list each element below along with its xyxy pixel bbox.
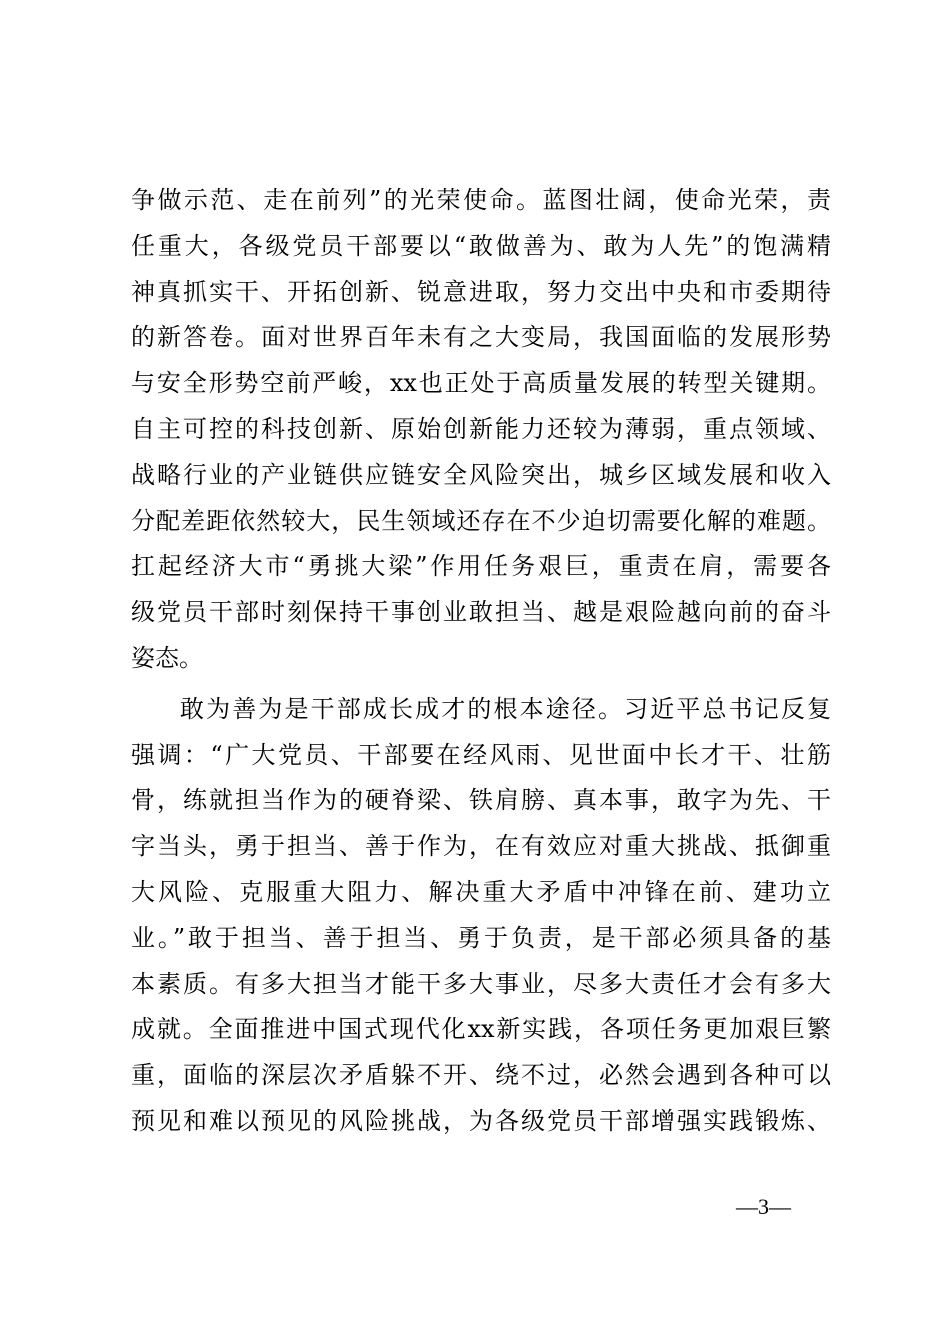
text-line: 分配差距依然较大，民生领域还存在不少迫切需要化解的难题。 xyxy=(131,506,831,535)
text-line: 本素质。有多大担当才能干多大事业，尽多大责任才会有多大 xyxy=(131,969,831,998)
text-line: 姿态。 xyxy=(131,643,203,672)
text-line: 骨，练就担当作为的硬脊梁、铁肩膀、真本事，敢字为先、干 xyxy=(131,786,831,815)
text-line: 大风险、克服重大阻力、解决重大矛盾中冲锋在前、建功立 xyxy=(131,877,831,906)
text-line: 与安全形势空前严峻，xx也正处于高质量发展的转型关键期。 xyxy=(131,369,831,398)
text-line: 自主可控的科技创新、原始创新能力还较为薄弱，重点领域、 xyxy=(131,414,831,443)
text-line: 字当头，勇于担当、善于作为，在有效应对重大挑战、抵御重 xyxy=(131,832,831,861)
text-line: 争做示范、走在前列”的光荣使命。蓝图壮阔，使命光荣，责 xyxy=(131,186,831,214)
body-text xyxy=(131,178,831,1145)
text-line: 神真抓实干、开拓创新、锐意进取，努力交出中央和市委期待 xyxy=(131,277,831,306)
text-line: 战略行业的产业链供应链安全风险突出，城乡区域发展和收入 xyxy=(131,460,831,489)
text-line: 扛起经济大市“勇挑大梁”作用任务艰巨，重责在肩，需要各 xyxy=(131,552,831,581)
paragraph-2 xyxy=(131,687,831,1145)
text-line: 预见和难以预见的风险挑战，为各级党员干部增强实践锻炼、 xyxy=(131,1106,831,1135)
paragraph-1 xyxy=(131,178,831,682)
text-line: 级党员干部时刻保持干事创业敢担当、越是艰险越向前的奋斗 xyxy=(131,598,831,627)
text-line: 的新答卷。面对世界百年未有之大变局，我国面临的发展形势 xyxy=(131,323,831,352)
text-line: 敢为善为是干部成长成才的根本途径。习近平总书记反复 xyxy=(180,694,831,723)
text-line: 成就。全面推进中国式现代化xx新实践，各项任务更加艰巨繁 xyxy=(131,1015,831,1044)
text-line: 强调：“广大党员、干部要在经风雨、见世面中长才干、壮筋 xyxy=(131,740,831,769)
page-number: —3— xyxy=(736,1194,791,1219)
text-line: 任重大，各级党员干部要以“敢做善为、敢为人先”的饱满精 xyxy=(131,231,831,260)
text-line: 重，面临的深层次矛盾躲不开、绕不过，必然会遇到各种可以 xyxy=(131,1061,831,1090)
text-line: 业。”敢于担当、善于担当、勇于负责，是干部必须具备的基 xyxy=(131,923,831,952)
